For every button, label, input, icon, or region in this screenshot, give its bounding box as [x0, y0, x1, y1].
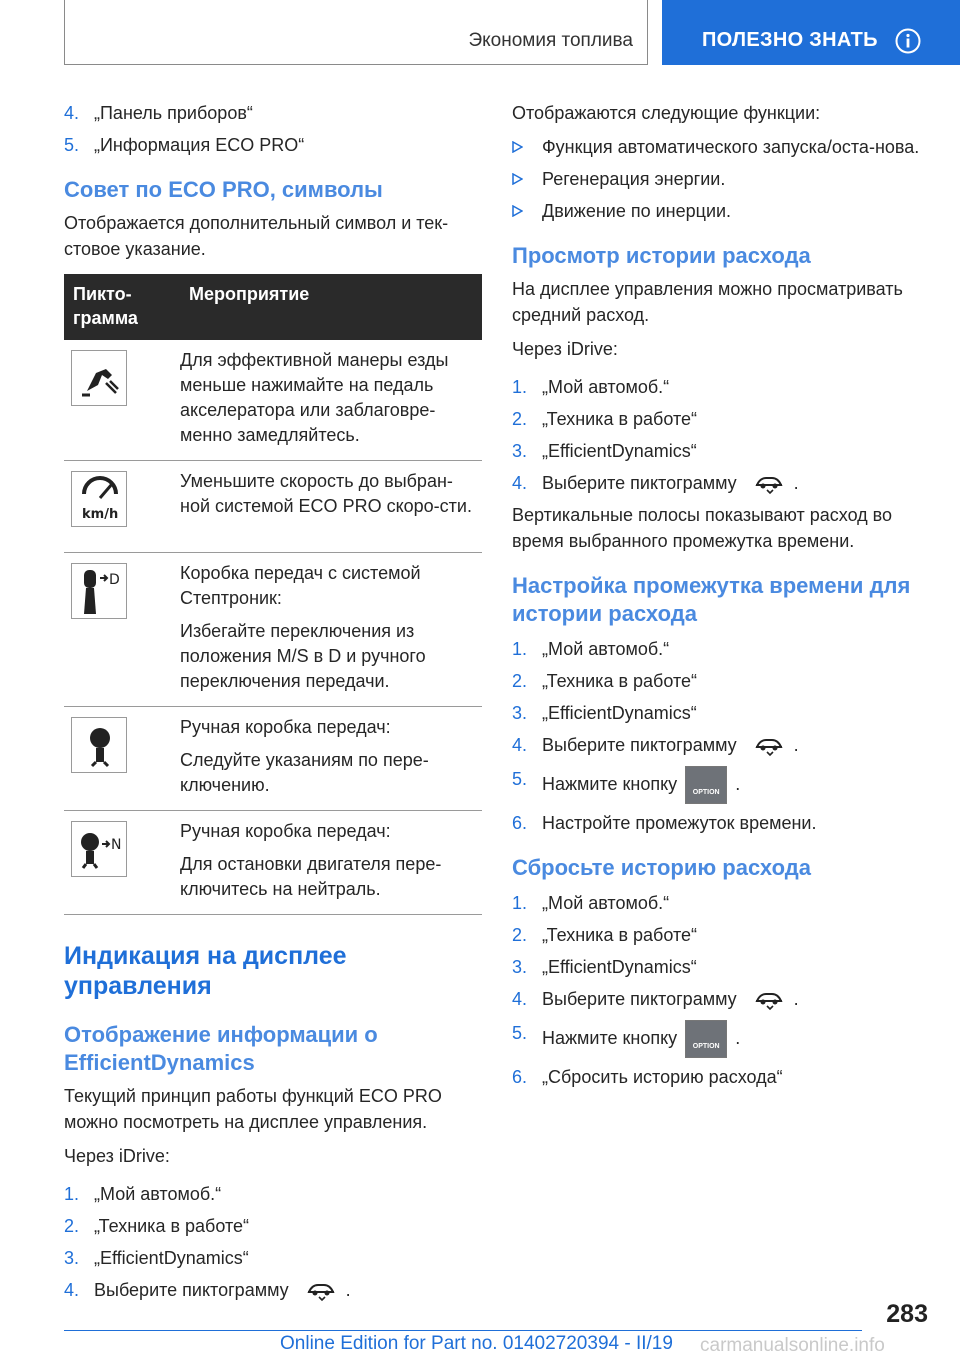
list-item: 2. „Техника в работе“ [64, 1216, 250, 1236]
option-button[interactable]: OPTION [685, 1020, 727, 1058]
history-intro: На дисплее управления можно просматривать средний расход. [512, 279, 903, 325]
list-item: 4. Выберите пиктограмму . [512, 732, 932, 758]
header-chapter-title: ПОЛЕЗНО ЗНАТЬ [702, 29, 878, 51]
header-section-tab[interactable] [64, 0, 648, 65]
history-steps-list [512, 374, 932, 496]
table-row: Для эффективной манеры езды меньше нажимайте на педаль акселератора или заблаговре-менно замедляйтесь. [64, 340, 482, 461]
list-item: 1. „Мой автомоб.“ [64, 1184, 222, 1204]
display-subheading: Отображение информации о EfficientDynamics [64, 1022, 378, 1075]
list-item: 6. Настройте промежуток времени. [512, 813, 817, 833]
list-item: 3. „EfficientDynamics“ [512, 441, 697, 461]
list-item: 6. „Сбросить историю расхода“ [512, 1067, 783, 1087]
car-icon [754, 989, 784, 1011]
bullet-triangle-icon [512, 205, 523, 217]
list-item: 3. „EfficientDynamics“ [512, 957, 697, 977]
list-item: Регенерация энергии. [512, 166, 932, 192]
list-item: 5. „Информация ECO PRO“ [64, 135, 305, 155]
eco-tip-intro: Отображается дополнительный символ и тек-стовое указание. [64, 213, 449, 259]
list-item: 5. Нажмите кнопку OPTION . [512, 1020, 932, 1058]
list-item: Движение по инерции. [512, 198, 932, 224]
list-item: 1. „Мой автомоб.“ [512, 377, 670, 397]
svg-text:D: D [109, 572, 120, 588]
list-item: 4. Выберите пиктограмму . [512, 986, 932, 1012]
header-section-title: Экономия топлива [468, 30, 633, 51]
list-item: 2. „Техника в работе“ [512, 671, 698, 691]
option-button[interactable]: OPTION [685, 766, 727, 804]
list-item: 4. „Панель приборов“ [64, 103, 253, 123]
reset-heading: Сбросьте историю расхода [512, 855, 811, 880]
display-heading: Индикация на дисплее управления [64, 942, 347, 1000]
display-via: Через iDrive: [64, 1146, 170, 1166]
svg-text:N: N [111, 837, 122, 853]
info-icon[interactable] [895, 28, 921, 54]
table-row: km/h Уменьшите скорость до выбран-ной системой ECO PRO скоро-сти. [64, 461, 482, 553]
interval-heading: Настройка промежутка времени для истории расхода [512, 573, 911, 626]
car-icon [306, 1280, 336, 1302]
list-item: 1. „Мой автомоб.“ [512, 893, 670, 913]
functions-list [512, 134, 932, 224]
history-heading: Просмотр истории расхода [512, 243, 811, 268]
top-steps-list [64, 100, 482, 158]
list-item: 5. Нажмите кнопку OPTION . [512, 766, 932, 804]
page-number: 283 [886, 1300, 928, 1328]
speedometer-kmh-icon [71, 471, 127, 527]
svg-text:km/h: km/h [82, 507, 119, 522]
manual-gear-icon [71, 717, 127, 773]
list-item: 4. Выберите пиктограмму . [512, 470, 932, 496]
car-icon [754, 473, 784, 495]
list-item: 1. „Мой автомоб.“ [512, 639, 670, 659]
list-item: 3. „EfficientDynamics“ [64, 1248, 249, 1268]
footer-divider [64, 1330, 862, 1331]
car-icon [754, 735, 784, 757]
list-item: 2. „Техника в работе“ [512, 925, 698, 945]
history-via: Через iDrive: [512, 339, 618, 359]
table-row: Ручная коробка передач: Следуйте указаниям по пере-ключению. [64, 707, 482, 811]
display-steps-list [64, 1181, 482, 1303]
foot-pedal-icon [71, 350, 127, 406]
manual-gear-neutral-icon [71, 821, 127, 877]
bullet-triangle-icon [512, 173, 523, 185]
list-item: 4. Выберите пиктограмму . [64, 1277, 482, 1303]
list-item: 3. „EfficientDynamics“ [512, 703, 697, 723]
reset-steps-list [512, 890, 932, 1090]
right-column [512, 100, 932, 1096]
table-header-measure: Мероприятие [180, 274, 482, 340]
table-row: N Ручная коробка передач: Для остановки двигателя пере-ключитесь на нейтраль. [64, 811, 482, 915]
display-intro: Текущий принцип работы функций ECO PRO можно посмотреть на дисплее управления. [64, 1086, 442, 1132]
footer-edition: Online Edition for Part no. 01402720394 - II/19 [280, 1333, 673, 1354]
steptronic-d-icon [71, 563, 127, 619]
watermark: carmanualsonline.info [700, 1335, 885, 1356]
eco-tip-table [64, 274, 482, 915]
eco-tip-heading: Совет по ECO PRO, символы [64, 177, 383, 202]
list-item: Функция автоматического запуска/оста-нова. [512, 134, 932, 160]
table-row: D Коробка передач с системой Стептроник: Избегайте переключения из положения M/S в D и ручного переключения передачи. [64, 553, 482, 707]
table-header-picto: Пикто-грамма [64, 274, 180, 340]
left-column [64, 100, 482, 1309]
history-after: Вертикальные полосы показывают расход во время выбранного промежутка времени. [512, 505, 893, 551]
interval-steps-list [512, 636, 932, 836]
list-item: 2. „Техника в работе“ [512, 409, 698, 429]
functions-intro: Отображаются следующие функции: [512, 103, 821, 123]
bullet-triangle-icon [512, 141, 523, 153]
